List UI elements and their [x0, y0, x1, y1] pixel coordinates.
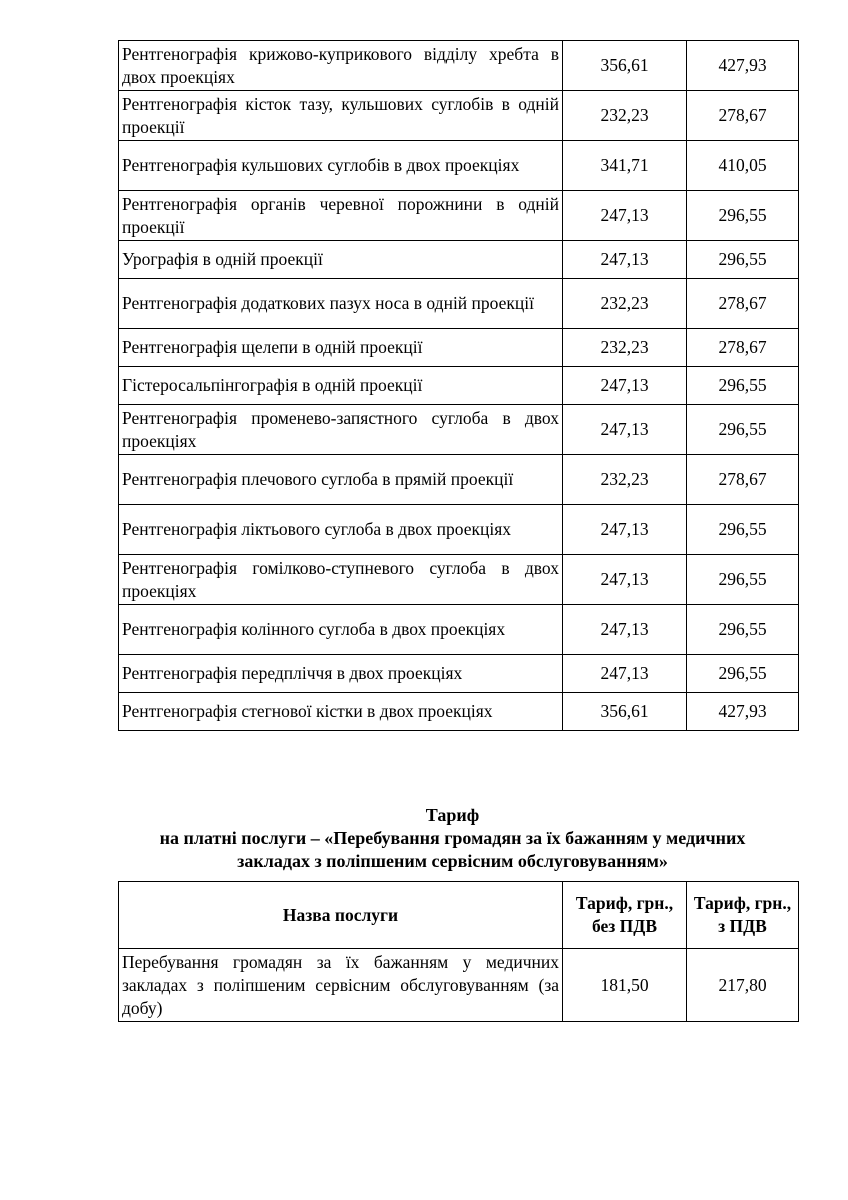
tariff-subtitle-line2: закладах з поліпшеним сервісним обслуговуванням» [237, 851, 668, 871]
tariff-no-vat: 247,13 [563, 555, 687, 605]
tariff-no-vat: 247,13 [563, 655, 687, 693]
tariff-with-vat: 278,67 [687, 455, 799, 505]
table-row [119, 241, 799, 279]
table-row [119, 949, 799, 1022]
service-name: Рентгенографія променево-запястного суглоба в двох проекціях [119, 405, 563, 455]
table-row [119, 329, 799, 367]
tariff-no-vat: 232,23 [563, 329, 687, 367]
tariff-with-vat: 296,55 [687, 241, 799, 279]
table-row [119, 405, 799, 455]
tariff-title: Тариф [425, 805, 480, 825]
tariff-no-vat: 247,13 [563, 241, 687, 279]
tariff-no-vat: 247,13 [563, 405, 687, 455]
tariff-subtitle-line1: на платні послуги – «Перебування громадян за їх бажанням у медичних [159, 828, 746, 848]
tariff-with-vat: 296,55 [687, 605, 799, 655]
tariff-no-vat: 247,13 [563, 191, 687, 241]
tariff-heading [60, 804, 845, 873]
service-name: Рентгенографія додаткових пазух носа в одній проекції [119, 279, 563, 329]
tariff-with-vat: 278,67 [687, 91, 799, 141]
header-tariff-no-vat: Тариф, грн., без ПДВ [563, 882, 687, 949]
tariff-with-vat: 296,55 [687, 405, 799, 455]
service-name: Рентгенографія гомілково-ступневого суглоба в двох проекціях [119, 555, 563, 605]
tariff-with-vat: 278,67 [687, 279, 799, 329]
tariff-no-vat: 356,61 [563, 41, 687, 91]
tariff-no-vat: 247,13 [563, 605, 687, 655]
service-name: Рентгенографія плечового суглоба в прямій проекції [119, 455, 563, 505]
service-name: Рентгенографія стегнової кістки в двох проекціях [119, 693, 563, 731]
tariff-no-vat: 232,23 [563, 455, 687, 505]
tariff-no-vat: 181,50 [563, 949, 687, 1022]
service-name: Рентгенографія органів черевної порожнини в одній проекції [119, 191, 563, 241]
service-name: Рентгенографія колінного суглоба в двох проекціях [119, 605, 563, 655]
tariff-with-vat: 217,80 [687, 949, 799, 1022]
service-name: Рентгенографія передпліччя в двох проекціях [119, 655, 563, 693]
table-row [119, 455, 799, 505]
table-row [119, 141, 799, 191]
service-name: Рентгенографія кісток тазу, кульшових суглобів в одній проекції [119, 91, 563, 141]
table-header-row [119, 882, 799, 949]
table-row [119, 367, 799, 405]
service-name: Рентгенографія щелепи в одній проекції [119, 329, 563, 367]
tariff-with-vat: 296,55 [687, 555, 799, 605]
tariff-with-vat: 427,93 [687, 41, 799, 91]
table-row [119, 655, 799, 693]
table-row [119, 191, 799, 241]
tariff-no-vat: 232,23 [563, 91, 687, 141]
tariff-no-vat: 247,13 [563, 367, 687, 405]
tariff-no-vat: 232,23 [563, 279, 687, 329]
tariff-no-vat: 247,13 [563, 505, 687, 555]
tariff-with-vat: 296,55 [687, 367, 799, 405]
service-name: Гістеросальпінгографія в одній проекції [119, 367, 563, 405]
service-name: Урографія в одній проекції [119, 241, 563, 279]
tariff-with-vat: 427,93 [687, 693, 799, 731]
service-name: Рентгенографія кульшових суглобів в двох проекціях [119, 141, 563, 191]
table-row [119, 91, 799, 141]
table-row [119, 605, 799, 655]
table-row [119, 41, 799, 91]
xray-tariff-table-body [119, 41, 799, 731]
xray-tariff-table [118, 40, 799, 731]
header-tariff-with-vat: Тариф, грн., з ПДВ [687, 882, 799, 949]
table-row [119, 279, 799, 329]
table-row [119, 505, 799, 555]
tariff-no-vat: 341,71 [563, 141, 687, 191]
table-row [119, 693, 799, 731]
stay-tariff-table [118, 881, 799, 1022]
tariff-with-vat: 410,05 [687, 141, 799, 191]
service-name: Рентгенографія крижово-куприкового відділу хребта в двох проекціях [119, 41, 563, 91]
service-name: Перебування громадян за їх бажанням у медичних закладах з поліпшеним сервісним обслуговуванням (за добу) [119, 949, 563, 1022]
tariff-no-vat: 356,61 [563, 693, 687, 731]
tariff-with-vat: 278,67 [687, 329, 799, 367]
header-service-name: Назва послуги [119, 882, 563, 949]
tariff-with-vat: 296,55 [687, 505, 799, 555]
tariff-with-vat: 296,55 [687, 191, 799, 241]
table-row [119, 555, 799, 605]
tariff-with-vat: 296,55 [687, 655, 799, 693]
service-name: Рентгенографія ліктьового суглоба в двох проекціях [119, 505, 563, 555]
